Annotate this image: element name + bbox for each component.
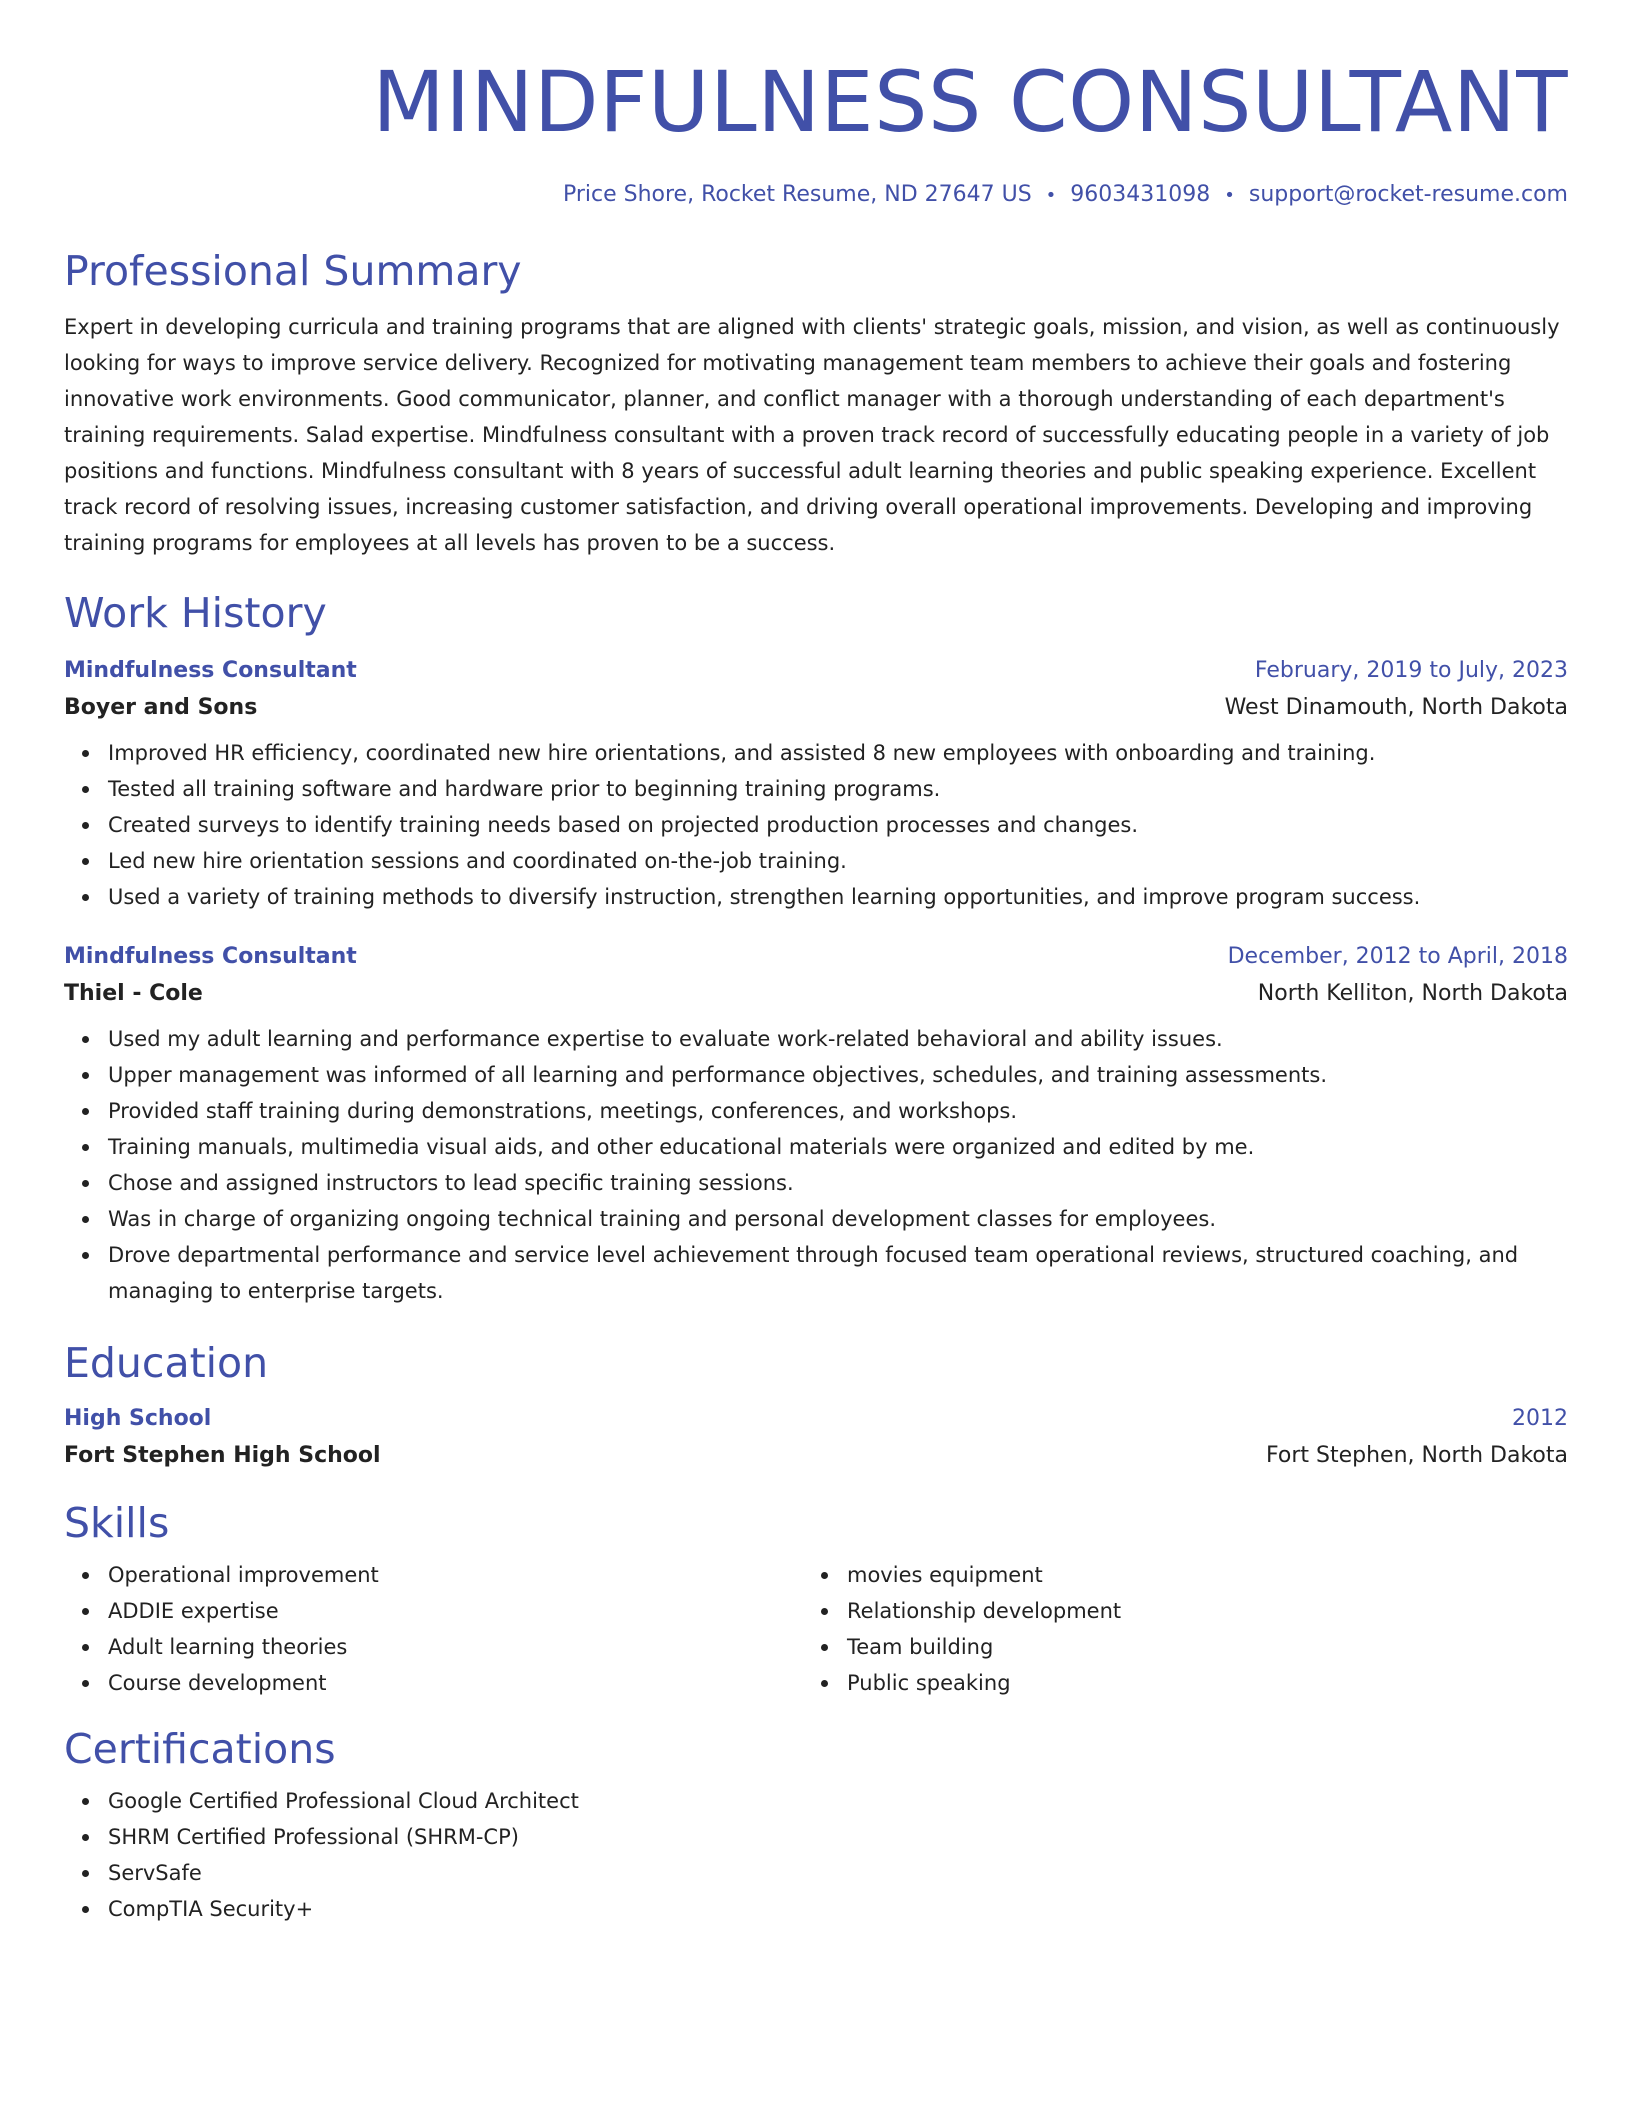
certifications-list	[64, 1783, 1568, 1927]
list-item: Tested all training software and hardware prior to beginning training programs.	[108, 771, 1568, 807]
list-item: Course development	[108, 1665, 803, 1701]
list-item: Provided staff training during demonstrations, meetings, conferences, and workshops.	[108, 1093, 1568, 1129]
work-entry-subheader	[64, 689, 1568, 727]
contact-address: Price Shore, Rocket Resume, ND 27647 US	[562, 182, 1032, 207]
section-title-summary: Professional Summary	[64, 247, 522, 295]
list-item: Created surveys to identify training needs based on projected production processes and changes.	[108, 807, 1568, 843]
contact-separator: •	[1224, 185, 1235, 206]
job-role: Mindfulness Consultant	[64, 658, 357, 683]
job-company: Boyer and Sons	[64, 695, 258, 720]
skills-grid	[64, 1557, 1568, 1701]
list-item: Improved HR efficiency, coordinated new hire orientations, and assisted 8 new employees with onboarding and training.	[108, 735, 1568, 771]
contact-phone: 9603431098	[1070, 182, 1211, 207]
contact-separator: •	[1045, 185, 1057, 206]
job-location: North Kelliton, North Dakota	[1257, 981, 1568, 1006]
list-item: ADDIE expertise	[108, 1593, 803, 1629]
summary-text: Expert in developing curricula and training programs that are aligned with clients' strategic goals, mission, and vision, as well as continuously looking for ways to improve service delivery. Recognized for motivating management team members to achieve their goals and fostering innovative work environments. Good communicator, planner, and conflict manager with a thorough understanding of each department's training requirements. Salad expertise. Mindfulness consultant with a proven track record of successfully educating people in a variety of job positions and functions. Mindfulness consultant with 8 years of successful adult learning theories and public speaking experience. Excellent track record of resolving issues, increasing customer satisfaction, and driving overall operational improvements. Developing and improving training programs for employees at all levels has proven to be a success.	[64, 315, 1560, 555]
job-bullet-list	[64, 735, 1568, 915]
skills-list	[64, 1557, 803, 1701]
skills-column-left	[64, 1557, 803, 1701]
list-item: movies equipment	[847, 1557, 1568, 1593]
work-entry-subheader	[64, 975, 1568, 1013]
education-entry-header	[64, 1401, 1568, 1437]
job-role: Mindfulness Consultant	[64, 944, 357, 969]
candidate-name: MINDFULNESS CONSULTANT	[372, 53, 1568, 151]
education-location: Fort Stephen, North Dakota	[1266, 1443, 1568, 1468]
job-company: Thiel - Cole	[64, 981, 203, 1006]
list-item: Public speaking	[847, 1665, 1568, 1701]
list-item: SHRM Certified Professional (SHRM-CP)	[108, 1819, 1568, 1855]
job-bullet-list	[64, 1021, 1568, 1309]
list-item: Chose and assigned instructors to lead specific training sessions.	[108, 1165, 1568, 1201]
list-item: Relationship development	[847, 1593, 1568, 1629]
list-item: Operational improvement	[108, 1557, 803, 1593]
list-item: Used a variety of training methods to diversify instruction, strengthen learning opportunities, and improve program success.	[108, 879, 1568, 915]
list-item: Drove departmental performance and service level achievement through focused team operational reviews, structured coaching, and managing to enterprise targets.	[108, 1237, 1568, 1309]
section-title-skills: Skills	[64, 1499, 170, 1547]
list-item: Training manuals, multimedia visual aids, and other educational materials were organized and edited by me.	[108, 1129, 1568, 1165]
list-item: ServSafe	[108, 1855, 1568, 1891]
work-entry-header	[64, 653, 1568, 689]
job-location: West Dinamouth, North Dakota	[1224, 695, 1568, 720]
list-item: Google Certified Professional Cloud Architect	[108, 1783, 1568, 1819]
job-dates: December, 2012 to April, 2018	[1227, 944, 1568, 969]
contact-line	[64, 180, 1568, 211]
education-entry-subheader	[64, 1437, 1568, 1475]
education-school: Fort Stephen High School	[64, 1443, 381, 1468]
list-item: Team building	[847, 1629, 1568, 1665]
list-item: Was in charge of organizing ongoing technical training and personal development classes for employees.	[108, 1201, 1568, 1237]
list-item: Led new hire orientation sessions and coordinated on-the-job training.	[108, 843, 1568, 879]
skills-list	[803, 1557, 1568, 1701]
list-item: CompTIA Security+	[108, 1891, 1568, 1927]
section-title-work-history: Work History	[64, 589, 327, 637]
work-entry	[64, 653, 1568, 915]
education-entry	[64, 1401, 1568, 1475]
contact-email[interactable]: support@rocket-resume.com	[1248, 182, 1568, 207]
list-item: Adult learning theories	[108, 1629, 803, 1665]
section-title-certifications: Certifications	[64, 1725, 336, 1773]
list-item: Used my adult learning and performance expertise to evaluate work-related behavioral and ability issues.	[108, 1021, 1568, 1057]
work-entry	[64, 939, 1568, 1309]
education-degree: High School	[64, 1406, 212, 1431]
skills-column-right	[803, 1557, 1568, 1701]
work-entry-header	[64, 939, 1568, 975]
section-title-education: Education	[64, 1339, 269, 1387]
resume-header	[64, 50, 1568, 211]
job-dates: February, 2019 to July, 2023	[1254, 658, 1568, 683]
education-year: 2012	[1512, 1406, 1568, 1431]
list-item: Upper management was informed of all learning and performance objectives, schedules, and training assessments.	[108, 1057, 1568, 1093]
